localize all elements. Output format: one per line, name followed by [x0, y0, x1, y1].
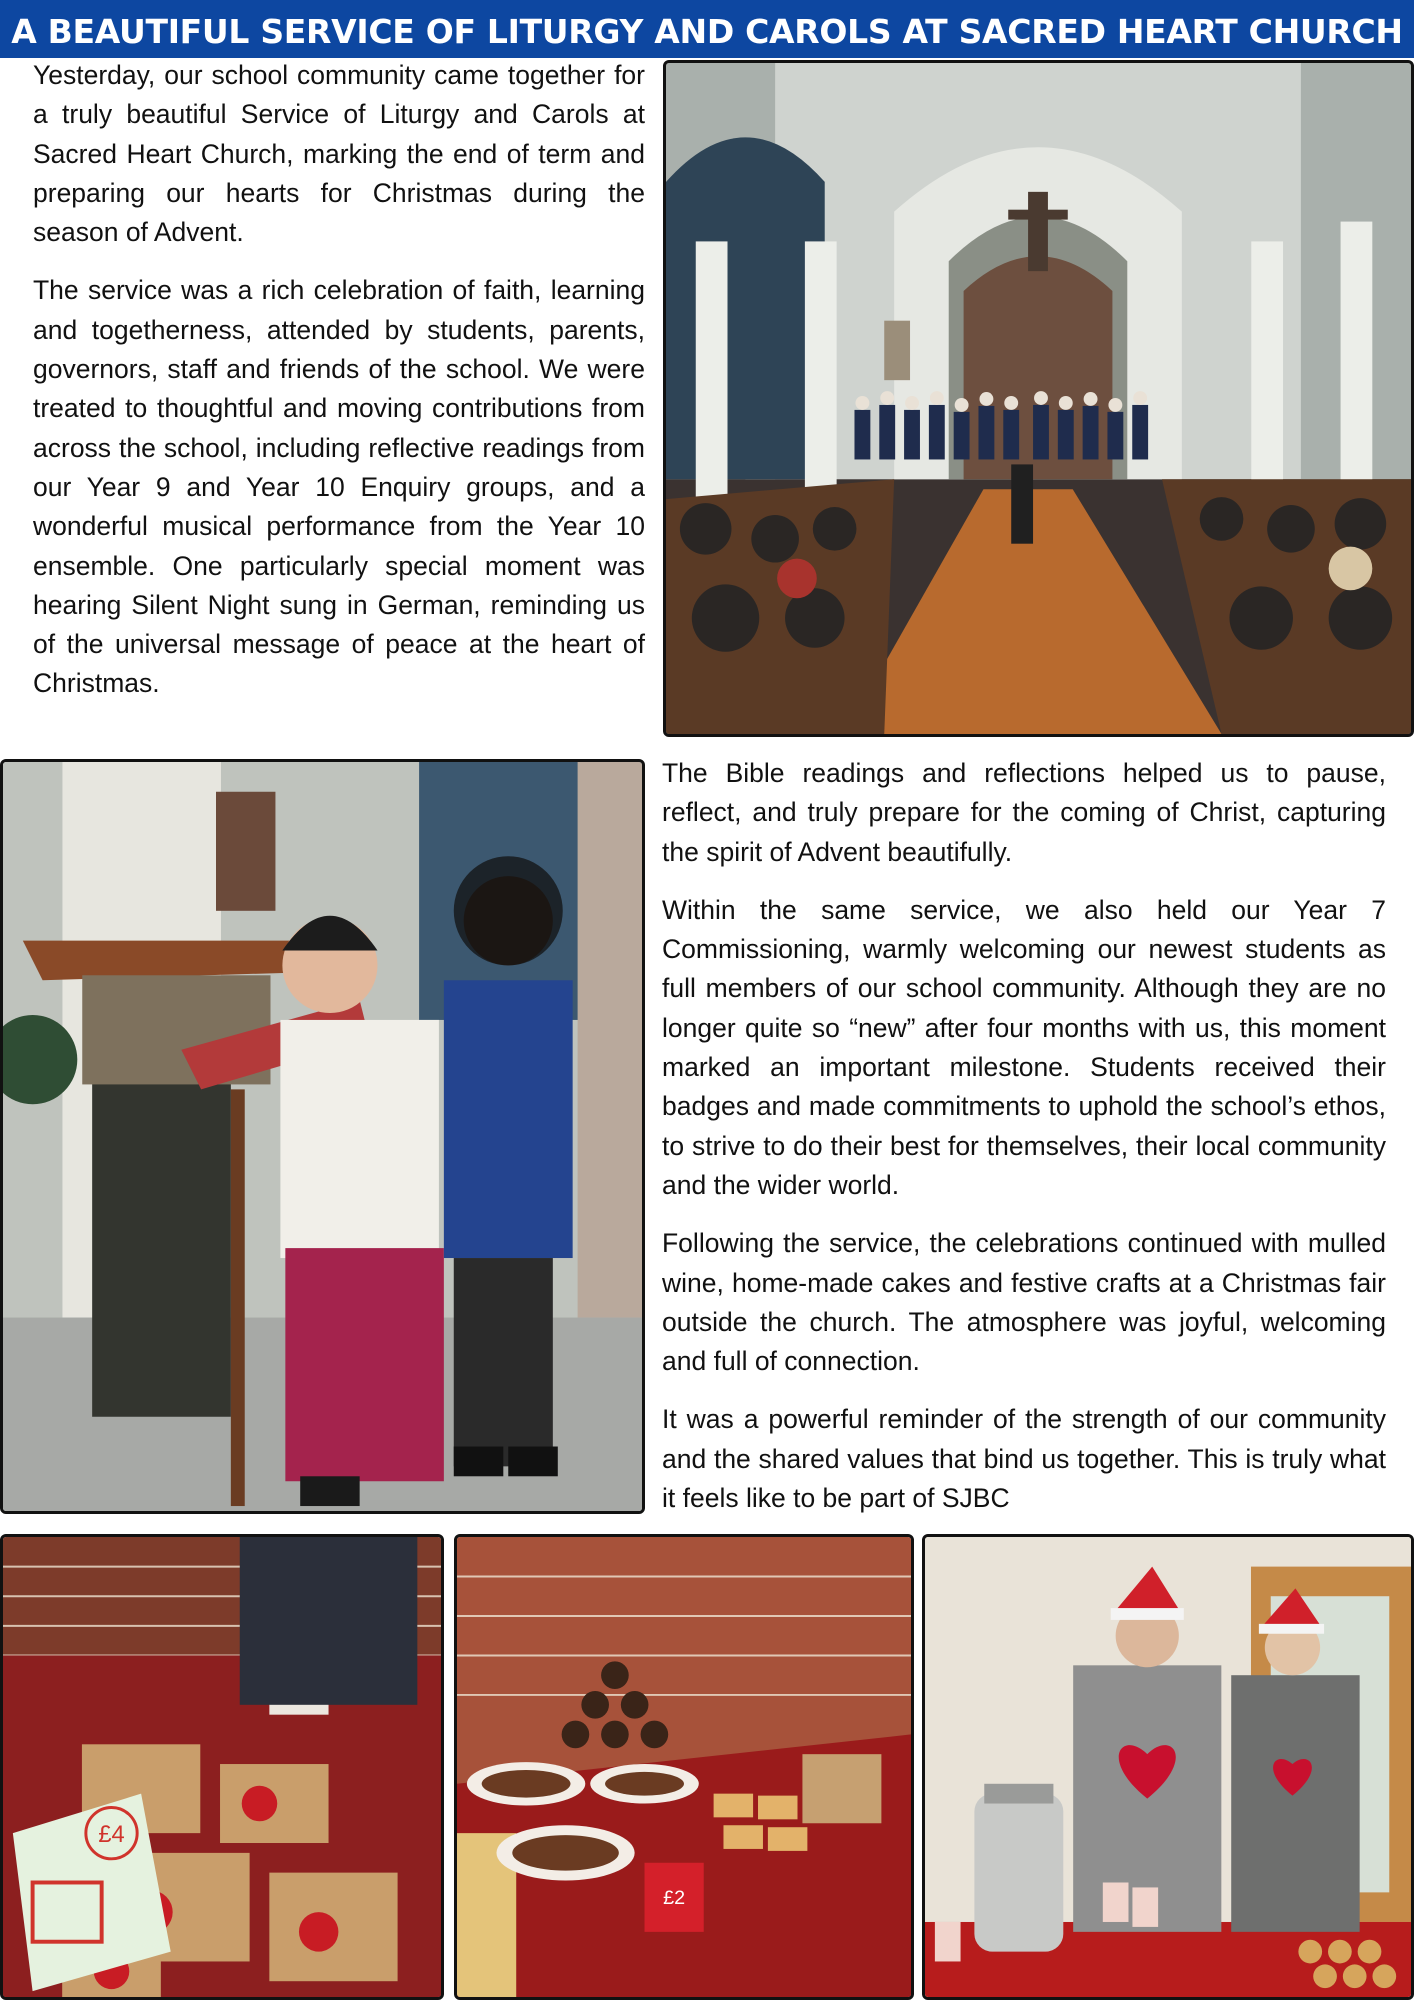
students-reading-photo: [0, 759, 645, 1514]
paragraph: Following the service, the celebrations continued with mulled wine, home-made cakes and festive crafts at a Christmas fair outside the church. The atmosphere was joyful, welcoming and full of connection.: [662, 1228, 1386, 1377]
paragraph: The service was a rich celebration of faith, learning and togetherness, attended by students, parents, governors, staff and friends of the school. We were treated to thoughtful and moving contributions from across the school, including reflective readings from our Year 9 and Year 10 Enquiry groups, and a wonderful musical performance from the Year 10 ensemble. One particularly special moment was hearing Silent Night sung in German, reminding us of the universal message of peace at the heart of Christmas.: [33, 275, 645, 699]
price-tag: £2: [663, 1887, 686, 1910]
paragraph: It was a powerful reminder of the strength of our community and the shared values that bind us together. This is truly what it feels like to be part of SJBC: [662, 1404, 1386, 1514]
page-title: A BEAUTIFUL SERVICE OF LITURGY AND CAROLS AT SACRED HEART CHURCH: [0, 0, 1414, 58]
cake-stall-photo: [454, 1534, 914, 2000]
paragraph: Within the same service, we also held our Year 7 Commissioning, warmly welcoming our newest students as full members of our school community. Although they are no longer quite so “new” after four months with us, this moment marked an important milestone. Students received their badges and made commitments to uphold the school’s ethos, to strive to do their best for themselves, their local community and the wider world.: [662, 894, 1386, 1200]
festive-crafts-photo: [0, 1534, 444, 2000]
price-tag: £4: [98, 1822, 125, 1849]
article-left-column: [33, 56, 645, 723]
paragraph: Yesterday, our school community came together for a truly beautiful Service of Liturgy and Carols at Sacred Heart Church, marking the end of term and preparing our hearts for Christmas during the season of Advent.: [33, 60, 645, 248]
article-right-column: [662, 754, 1386, 1537]
church-choir-photo: [663, 60, 1414, 737]
paragraph: The Bible readings and reflections helped us to pause, reflect, and truly prepare for the coming of Christ, capturing the spirit of Advent beautifully.: [662, 758, 1386, 867]
mulled-wine-stall-photo: [922, 1534, 1414, 2000]
